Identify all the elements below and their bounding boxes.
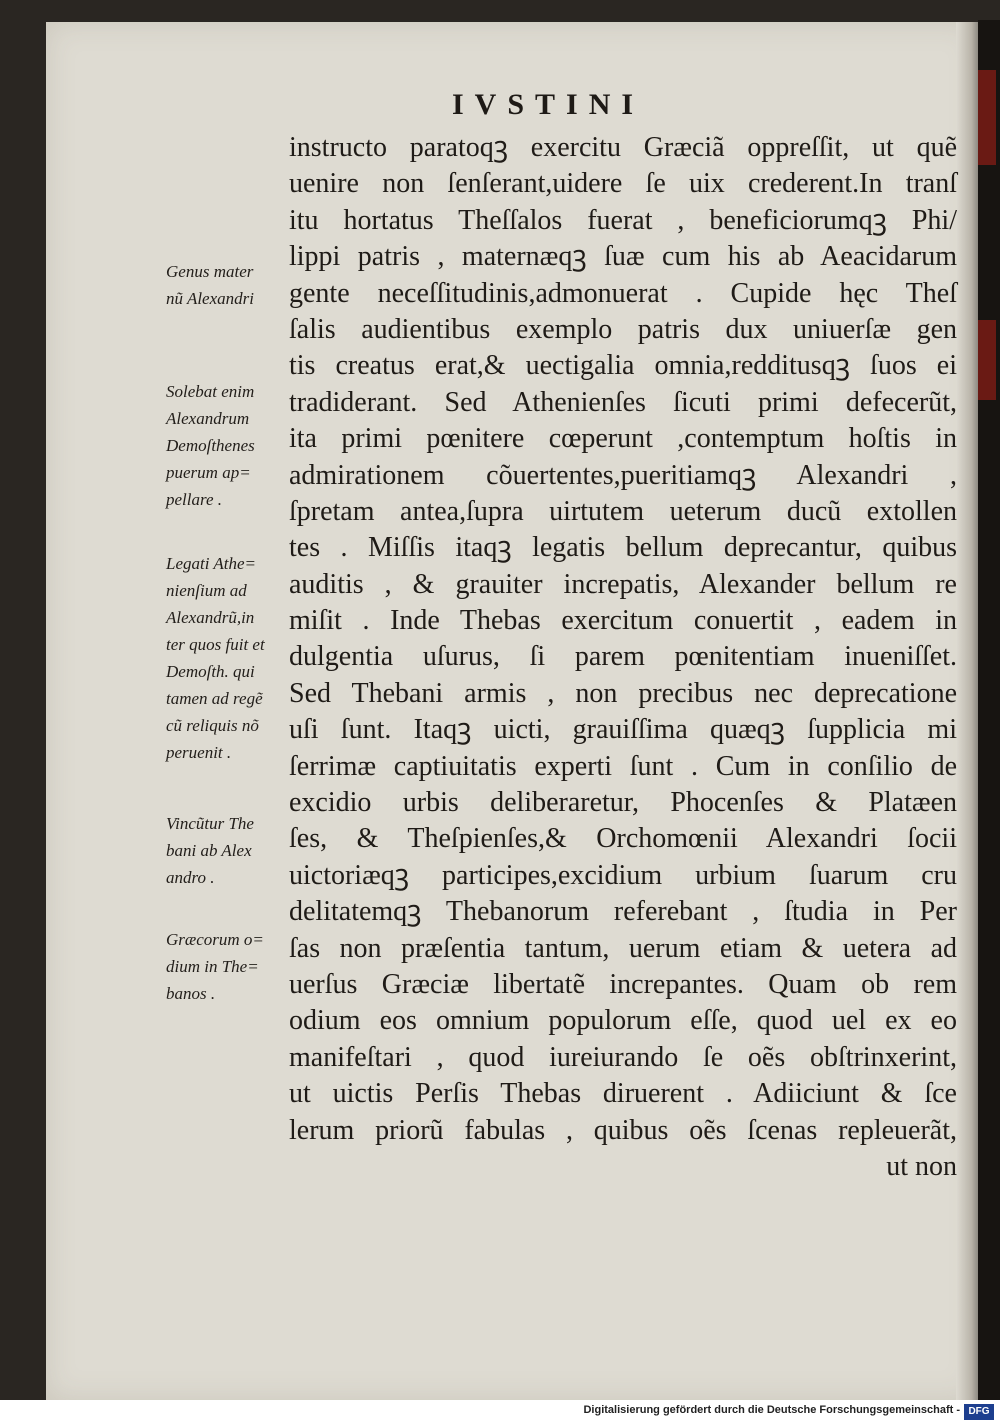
text-line: uenire non ſenſerant,uidere ſe uix crederent.In tranſ bbox=[289, 168, 957, 200]
text-line: manifeſtari , quod iureiurando ſe oẽs obſtrinxerint, bbox=[289, 1041, 957, 1073]
note-line: nũ Alexandri bbox=[166, 289, 254, 308]
text-line: auditis , & grauiter increpatis, Alexander bellum re bbox=[289, 568, 957, 600]
text-line: admirationem cõuertentes,pueritiamqꝫ Alexandri , bbox=[289, 459, 957, 491]
note-line: bani ab Alex bbox=[166, 841, 252, 860]
text-line: Sed Thebani armis , non precibus nec deprecatione bbox=[289, 677, 957, 709]
note-line: puerum ap= bbox=[166, 463, 251, 482]
note-line: dium in The= bbox=[166, 957, 259, 976]
text-line: excidio urbis deliberaretur, Phocenſes & Platæen bbox=[289, 787, 957, 819]
marginal-note bbox=[166, 926, 298, 1007]
note-line: Solebat enim bbox=[166, 382, 255, 401]
page-edge-tabs bbox=[978, 20, 1000, 1400]
note-line: nienſium ad bbox=[166, 581, 247, 600]
text-line: miſit . Inde Thebas exercitum conuertit , eadem in bbox=[289, 605, 957, 637]
note-line: banos . bbox=[166, 984, 216, 1003]
text-line: uictoriæqꝫ participes,excidium urbium ſuarum cru bbox=[289, 859, 957, 891]
text-line: tradiderant. Sed Athenienſes ſicuti primi defecerũt, bbox=[289, 386, 957, 418]
text-line: lippi patris , maternæqꝫ ſuæ cum his ab Aeacidarum bbox=[289, 241, 957, 273]
text-line: lerum priorũ fabulas , quibus oẽs ſcenas repleuerãt, bbox=[289, 1114, 957, 1146]
text-line: gente neceſſitudinis,admonuerat . Cupide hęc Theſ bbox=[289, 277, 957, 309]
text-line: ſpretam antea,ſupra uirtutem ueterum ducũ extollen bbox=[289, 495, 957, 527]
text-line: delitatemqꝫ Thebanorum referebant , ſtudia in Per bbox=[289, 896, 957, 928]
note-line: Alexandrũ,in bbox=[166, 608, 255, 627]
edge-tab bbox=[978, 70, 996, 165]
text-line: dulgentia uſurus, ſi parem pœnitentiam inueniſſet. bbox=[289, 641, 957, 673]
text-line: tis creatus erat,& uectigalia omnia,redditusqꝫ ſuos ei bbox=[289, 350, 957, 382]
note-line: andro . bbox=[166, 868, 215, 887]
note-line: tamen ad regẽ bbox=[166, 689, 263, 708]
note-line: Vincũtur The bbox=[166, 814, 254, 833]
text-line: instructo paratoqꝫ exercitu Græciã oppreſſit, ut quẽ bbox=[289, 132, 957, 163]
note-line: Demoſthenes bbox=[166, 436, 255, 455]
funding-credit: Digitalisierung gefördert durch die Deutsche Forschungsgemeinschaft - bbox=[583, 1404, 960, 1416]
footer-bar bbox=[0, 1400, 1000, 1424]
running-head: IVSTINI bbox=[452, 88, 645, 121]
dfg-logo-icon: DFG bbox=[964, 1404, 994, 1420]
note-line: pellare . bbox=[166, 490, 223, 509]
text-line: ſerrimæ captiuitatis experti ſunt . Cum in conſilio de bbox=[289, 750, 957, 782]
binding-shadow bbox=[956, 22, 978, 1400]
note-line: Alexandrum bbox=[166, 409, 250, 428]
note-line: Demoſth. qui bbox=[166, 662, 255, 681]
marginal-note bbox=[166, 550, 298, 766]
note-line: Genus mater bbox=[166, 262, 254, 281]
marginal-note bbox=[166, 810, 298, 891]
text-line: uerſus Græciæ libertatẽ increpantes. Quam ob rem bbox=[289, 968, 957, 1000]
text-line: tes . Miſſis itaqꝫ legatis bellum deprecantur, quibus bbox=[289, 532, 957, 564]
note-line: Legati Athe= bbox=[166, 554, 257, 573]
note-line: ter quos fuit et bbox=[166, 635, 265, 654]
catchword: ut non bbox=[886, 1150, 957, 1182]
note-line: cũ reliquis nõ bbox=[166, 716, 259, 735]
edge-tab bbox=[978, 320, 996, 400]
text-line: odium eos omnium populorum eſſe, quod uel ex eo bbox=[289, 1005, 957, 1037]
text-line: itu hortatus Theſſalos fuerat , beneficiorumqꝫ Phi/ bbox=[289, 204, 957, 236]
text-line: ſalis audientibus exemplo patris dux uniuerſæ gen bbox=[289, 313, 957, 345]
marginal-note bbox=[166, 258, 298, 312]
text-line: uſi ſunt. Itaqꝫ uicti, grauiſſima quæqꝫ ſupplicia mi bbox=[289, 714, 957, 746]
note-line: peruenit . bbox=[166, 743, 232, 762]
text-line: ita primi pœnitere cœperunt ,contemptum hoſtis in bbox=[289, 423, 957, 455]
marginal-note bbox=[166, 378, 298, 513]
text-line: ut uictis Perſis Thebas diruerent . Adiiciunt & ſce bbox=[289, 1078, 957, 1110]
main-text-block bbox=[289, 130, 957, 1185]
note-line: Græcorum o= bbox=[166, 930, 264, 949]
text-line: ſes, & Theſpienſes,& Orchomœnii Alexandri ſocii bbox=[289, 823, 957, 855]
text-line: ſas non præſentia tantum, uerum etiam & uetera ad bbox=[289, 932, 957, 964]
